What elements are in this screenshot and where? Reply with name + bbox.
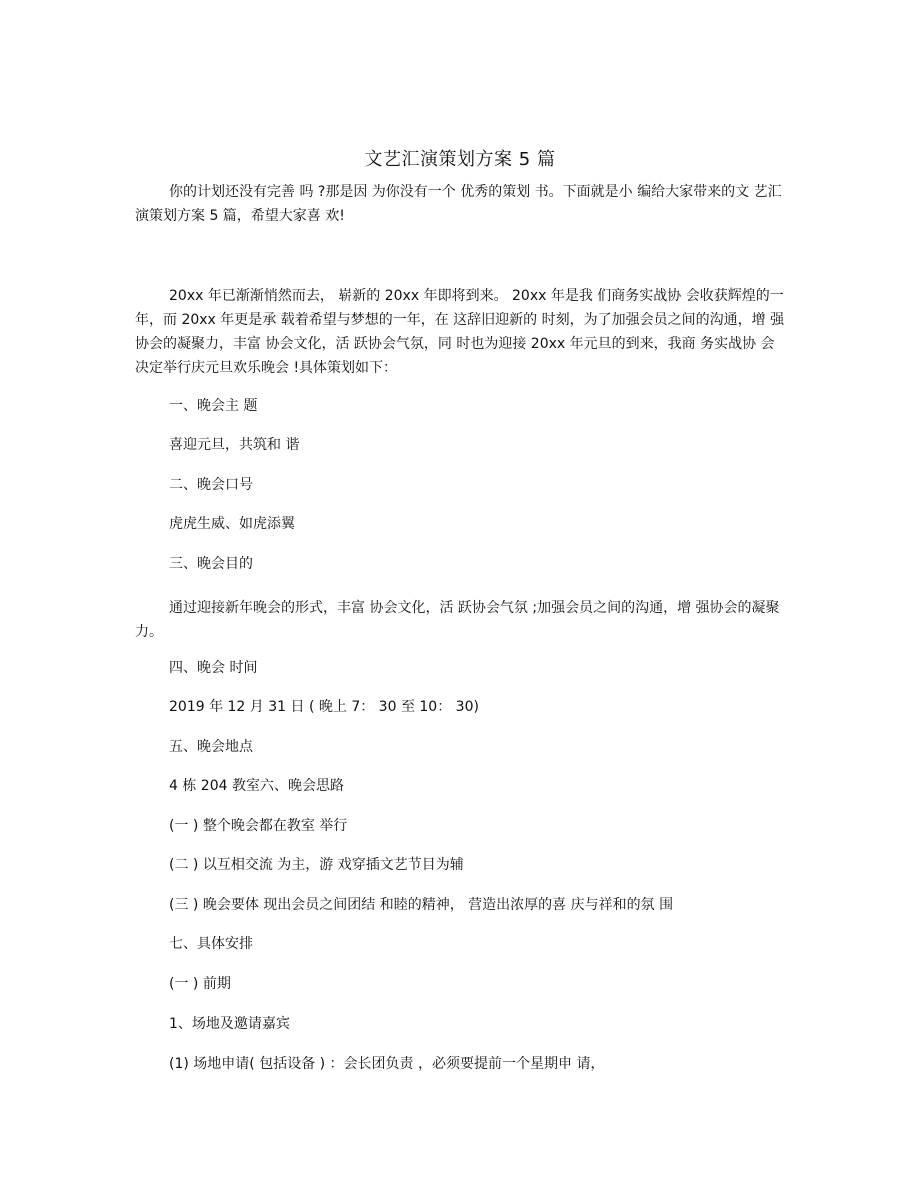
body-paragraph-2: 通过迎接新年晚会的形式，丰富 协会文化，活 跃协会气氛 ;加强会员之间的沟通，增 强协会的凝聚力。: [135, 600, 780, 640]
slogan-text: 虎虎生威、如虎添翼: [169, 516, 295, 532]
body-paragraph-1: 20xx 年已渐渐悄然而去， 崭新的 20xx 年即将到来。 20xx 年是我 们商务实战协 会收获辉煌的一年，而 20xx 年更是承 载着希望与梦想的一年，在 这辞旧迎新的 时刻，为了加强会员之间的沟通，增 强协会的凝聚力，丰富 协会文化，活 跃协会气氛，同 时也为迎接 20xx 年元旦的到来，我商 务实战协 会决定举行庆元旦欢乐晚会 !具体策划如下：: [135, 288, 785, 376]
arrangement-item-venue: 1、场地及邀请嘉宾: [169, 1016, 290, 1032]
section-heading-theme: 一、晚会主 题: [169, 398, 258, 414]
idea-item-3: (三 ) 晚会要体 现出会员之间团结 和睦的精神， 营造出浓厚的喜 庆与祥和的氛 围: [169, 897, 674, 913]
arrangement-item-venue-application: (1) 场地申请( 包括设备 ) ：会长团负责 ，必须要提前一个星期申 请，: [169, 1056, 605, 1072]
section-heading-location: 五、晚会地点: [169, 739, 253, 755]
section-heading-slogan: 二、晚会口号: [169, 477, 253, 493]
idea-item-2: (二 ) 以互相交流 为主，游 戏穿插文艺节目为辅: [169, 857, 464, 873]
section-heading-purpose: 三、晚会目的: [169, 556, 253, 572]
theme-text: 喜迎元旦，共筑和 谐: [169, 437, 300, 453]
location-text: 4 栋 204 教室六、晚会思路: [169, 778, 344, 794]
time-text: 2019 年 12 月 31 日 ( 晚上 7： 30 至 10： 30): [169, 699, 479, 715]
idea-item-1: (一 ) 整个晚会都在教室 举行: [169, 818, 348, 834]
intro-paragraph: 你的计划还没有完善 吗 ?那是因 为你没有一个 优秀的策划 书。下面就是小 编给大家带来的文 艺汇演策划方案 5 篇，希望大家喜 欢!: [135, 184, 782, 224]
section-heading-arrangement: 七、具体安排: [169, 936, 253, 952]
section-heading-time: 四、晚会 时间: [169, 660, 258, 676]
arrangement-stage-early: (一 ) 前期: [169, 976, 231, 992]
document-title: 文艺汇演策划方案 5 篇: [364, 149, 556, 170]
